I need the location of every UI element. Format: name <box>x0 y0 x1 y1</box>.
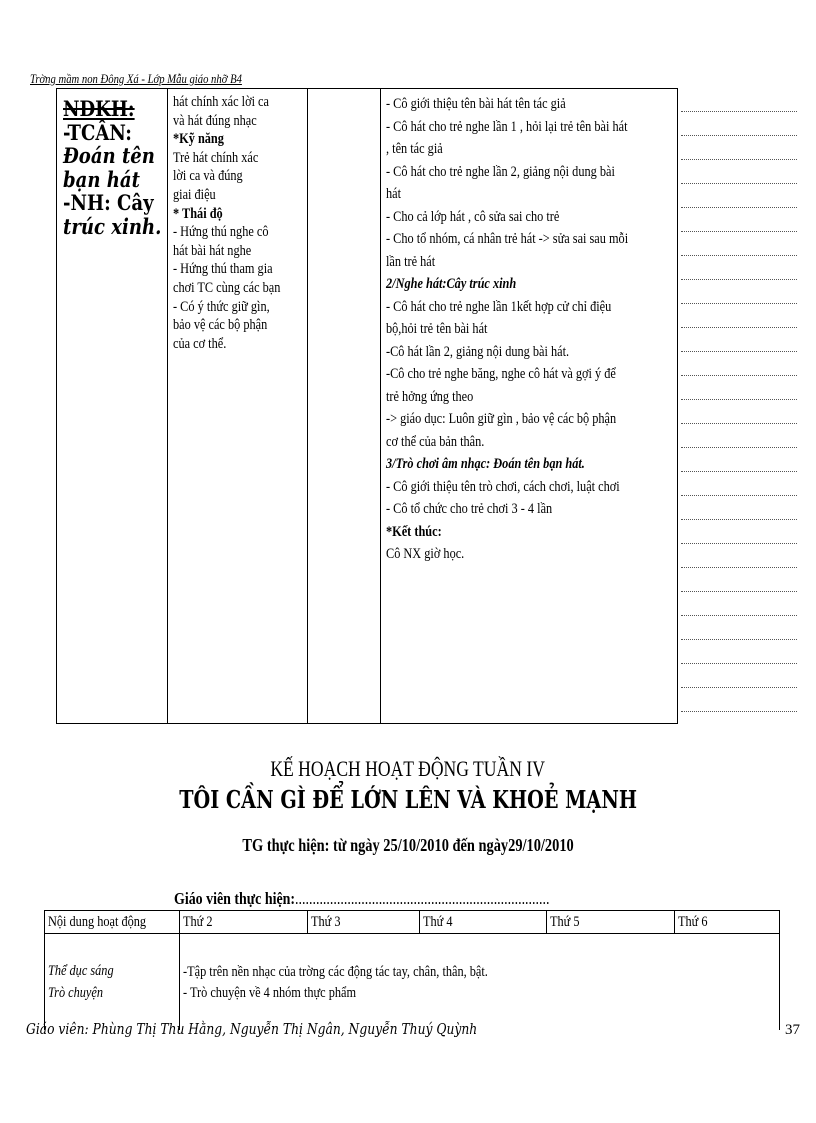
note-line <box>681 256 797 280</box>
text-line: hát chính xác lời ca <box>173 94 269 110</box>
text-line: giai điệu <box>173 186 216 203</box>
note-line <box>681 400 797 424</box>
note-line <box>681 352 797 376</box>
teacher-dots: ......................................................................... <box>295 889 550 908</box>
note-line <box>681 280 797 304</box>
table-header: Thứ 2 <box>180 911 308 934</box>
table-row-activity: -Tập trên nền nhạc của trờng các động tác tay, chân, thân, bật. - Trò chuyện về 4 nhóm thực phẩm <box>180 934 780 1031</box>
note-line <box>681 472 797 496</box>
text-line: lời ca và đúng <box>173 168 243 185</box>
topic-line: Đoán tên <box>63 143 155 168</box>
note-line <box>681 616 797 640</box>
text-line: -Cô cho trẻ nghe băng, nghe cô hát và gợi ý để <box>386 366 616 382</box>
topic-line: NDKH: <box>63 96 135 121</box>
note-line <box>681 376 797 400</box>
steps-column <box>386 93 686 566</box>
text-line: chơi TC cùng các bạn <box>173 279 281 296</box>
text-line: Trẻ hát chính xác <box>173 149 259 166</box>
text-line: - Hứng thú tham gia <box>173 261 273 278</box>
teacher-label: Giáo viên thực hiện: <box>174 889 296 908</box>
teacher-line <box>174 889 632 909</box>
page-number: 37 <box>785 1022 800 1038</box>
text-line: -> giáo dục: Luôn giữ gìn , bảo vệ các bộ phận <box>386 411 617 427</box>
table-header: Nội dung hoạt động <box>45 911 180 934</box>
notes-lines <box>681 88 797 712</box>
goals-column <box>173 93 313 353</box>
note-line <box>681 448 797 472</box>
text-line: - Cho cả lớp hát , cô sửa sai cho trẻ <box>386 208 560 225</box>
table-header: Thứ 5 <box>547 911 675 934</box>
text-line: - Cô hát cho trẻ nghe lần 2, giảng nội dung bài <box>386 163 615 180</box>
plan-subtitle: TÔI CẦN GÌ ĐỂ LỚN LÊN VÀ KHOẺ MẠNH <box>179 785 637 814</box>
topic-line: -NH: Cây <box>63 190 154 215</box>
text-line: - Có ý thức giữ gìn, <box>173 298 270 315</box>
text-line: - Cô tổ chức cho trẻ chơi 3 - 4 lần <box>386 501 553 517</box>
text-line: - Cô hát cho trẻ nghe lần 1kết hợp cử chỉ điệu <box>386 298 612 315</box>
note-line <box>681 568 797 592</box>
note-line <box>681 112 797 136</box>
page-header: Trờng mầm non Đông Xá - Lớp Mẫu giáo nhỡ B4 <box>30 71 242 86</box>
topic-column <box>63 97 167 238</box>
text-line: 3/Trò chơi âm nhạc: Đoán tên bạn hát. <box>386 456 585 472</box>
text-line: *Kỹ năng <box>173 131 224 148</box>
note-line <box>681 688 797 712</box>
note-line <box>681 160 797 184</box>
text-line: cơ thể của bản thân. <box>386 433 485 450</box>
table-header: Thứ 6 <box>675 911 780 934</box>
plan-dates: TG thực hiện: từ ngày 25/10/2010 đến ngày29/10/2010 <box>242 835 574 855</box>
text-line: 2/Nghe hát:Cây trúc xinh <box>386 276 517 292</box>
text-line: trẻ hởng ứng theo <box>386 388 474 405</box>
text-line: lần trẻ hát <box>386 253 436 270</box>
text-line: -Cô hát lần 2, giảng nội dung bài hát. <box>386 343 570 360</box>
plan-title: KẾ HOẠCH HOẠT ĐỘNG TUẦN IV <box>270 756 546 781</box>
text-line: bảo vệ các bộ phận <box>173 317 268 334</box>
lesson-table <box>56 88 678 724</box>
note-line <box>681 640 797 664</box>
text-line: - Cô giới thiệu tên bài hát tên tác giả <box>386 96 566 112</box>
topic-line: bạn hát <box>63 166 140 192</box>
text-line: của cơ thể. <box>173 335 227 352</box>
note-line <box>681 664 797 688</box>
text-line: * Thái độ <box>173 205 223 222</box>
column-divider <box>167 89 168 723</box>
text-line: Cô NX giờ học. <box>386 546 465 562</box>
note-line <box>681 88 797 112</box>
note-line <box>681 208 797 232</box>
text-line: , tên tác giả <box>386 141 443 157</box>
text-line: hát bài hát nghe <box>173 242 252 259</box>
note-line <box>681 424 797 448</box>
note-line <box>681 496 797 520</box>
text-line: hát <box>386 186 402 202</box>
text-line: - Hứng thú nghe cô <box>173 224 269 241</box>
text-line: bộ,hỏi trẻ tên bài hát <box>386 321 488 337</box>
text-line: - Cô giới thiệu tên trò chơi, cách chơi, luật chơi <box>386 478 620 495</box>
topic-line: trúc xinh. <box>63 213 162 239</box>
note-line <box>681 328 797 352</box>
column-divider <box>380 89 381 723</box>
text-line: và hát đúng nhạc <box>173 112 257 129</box>
note-line <box>681 304 797 328</box>
weekly-table <box>44 910 780 1030</box>
note-line <box>681 544 797 568</box>
table-row-label: Thể dục sáng Trò chuyện <box>45 934 180 1031</box>
text-line: *Kết thúc: <box>386 523 442 540</box>
note-line <box>681 184 797 208</box>
table-header: Thứ 4 <box>420 911 547 934</box>
note-line <box>681 136 797 160</box>
topic-line: -TCÂN: <box>63 119 132 145</box>
text-line: - Cho tổ nhóm, cá nhân trẻ hát -> sửa sai sau mỗi <box>386 231 629 247</box>
note-line <box>681 520 797 544</box>
table-header: Thứ 3 <box>308 911 420 934</box>
footer-authors: Giáo viên: Phùng Thị Thu Hằng, Nguyễn Thị Ngân, Nguyễn Thuý Quỳnh <box>26 1020 478 1038</box>
note-line <box>681 592 797 616</box>
note-line <box>681 232 797 256</box>
text-line: - Cô hát cho trẻ nghe lần 1 , hỏi lại trẻ tên bài hát <box>386 118 628 135</box>
